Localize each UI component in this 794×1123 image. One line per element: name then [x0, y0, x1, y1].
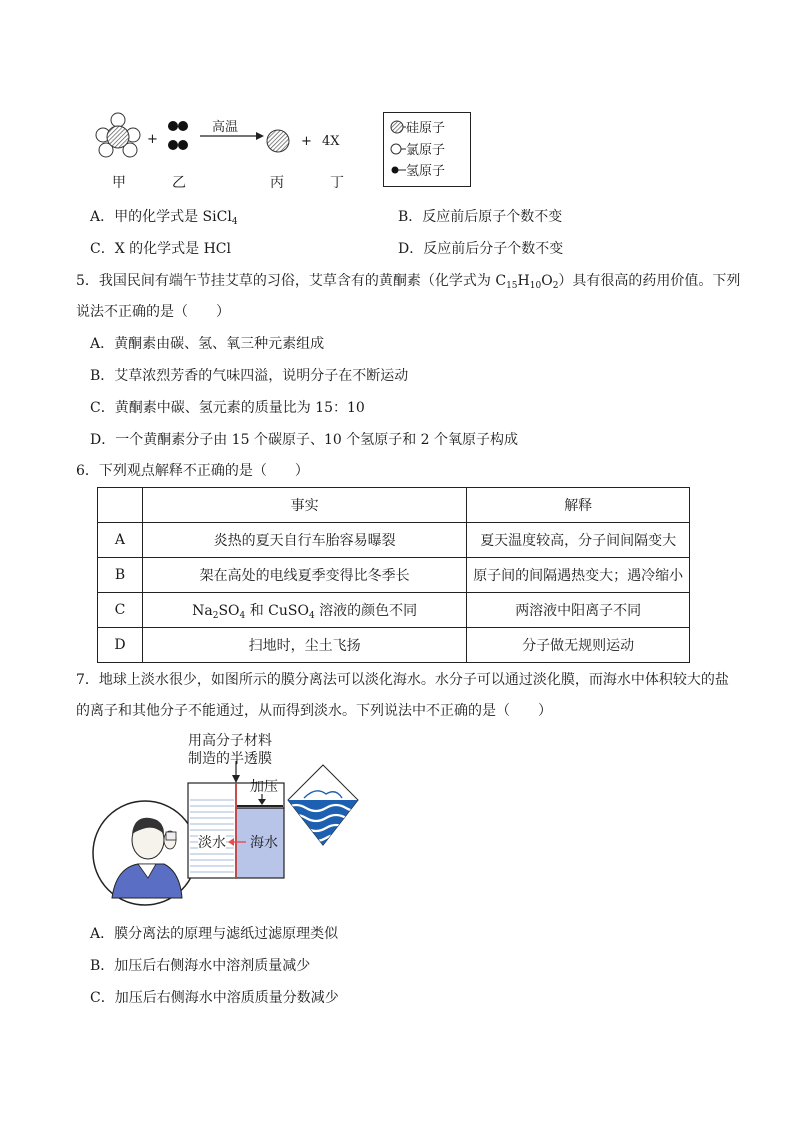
membrane-figure — [90, 728, 365, 913]
table-header-cell — [98, 488, 143, 523]
row-explanation: 原子间的间隔遇热变大；遇冷缩小 — [467, 558, 690, 593]
legend-si-label: 硅原子 — [406, 121, 446, 136]
table-row — [98, 593, 690, 628]
q7-option-c: C．加压后右侧海水中溶质质量分数减少 — [90, 990, 339, 1006]
q5-option-d: D．一个黄酮素分子由 15 个碳原子、10 个氢原子和 2 个氧原子构成 — [90, 432, 519, 448]
q7-stem-line2: 的离子和其他分子不能通过，从而得到淡水。下列说法中不正确的是（ ） — [76, 703, 552, 719]
silicon-atom-icon — [390, 120, 406, 134]
q7-stem-line1: 7．地球上淡水很少，如图所示的膜分离法可以淡化海水。水分子可以通过淡化膜，而海水中体积较大的盐 — [76, 672, 729, 688]
row-explanation: 两溶液中阳离子不同 — [467, 593, 690, 628]
table-header-cell: 解释 — [467, 488, 690, 523]
sea-water-label: 海水 — [250, 835, 278, 851]
fresh-water-label: 淡水 — [198, 832, 226, 852]
q7-option-b: B．加压后右侧海水中溶剂质量减少 — [90, 958, 311, 974]
q5-option-a: A．黄酮素由碳、氢、氧三种元素组成 — [90, 336, 325, 352]
table-header-cell: 事实 — [142, 488, 466, 523]
row-fact: 炎热的夏天自行车胎容易曝裂 — [142, 523, 466, 558]
row-label: A — [98, 523, 143, 558]
row-fact: 架在高处的电线夏季变得比冬季长 — [142, 558, 466, 593]
row-explanation: 夏天温度较高，分子间间隔变大 — [467, 523, 690, 558]
q5-option-c: C．黄酮素中碳、氢元素的质量比为 15：10 — [90, 400, 365, 416]
legend-cl-label: 氯原子 — [406, 143, 446, 158]
row-label: B — [98, 558, 143, 593]
row-label: D — [98, 628, 143, 663]
legend-h-label: 氢原子 — [406, 164, 446, 179]
q6-table — [97, 487, 690, 663]
molecule-yi — [168, 121, 188, 150]
q4-option-b: B．反应前后原子个数不变 — [398, 209, 563, 225]
legend-h — [390, 163, 445, 180]
q4-option-a: A．甲的化学式是 SiCl$_4$ — [90, 209, 238, 227]
chlorine-atom-icon — [390, 142, 406, 156]
molecule-bing — [267, 130, 289, 152]
q6-stem: 6．下列观点解释不正确的是（ ） — [76, 463, 309, 479]
reaction-diagram — [90, 108, 380, 200]
table-row — [98, 558, 690, 593]
q5-option-b: B．艾草浓烈芳香的气味四溢，说明分子在不断运动 — [90, 368, 409, 384]
seawater-diamond — [286, 765, 365, 848]
row-explanation: 分子做无规则运动 — [467, 628, 690, 663]
q4-option-c: C．X 的化学式是 HCl — [90, 241, 231, 257]
plus-sign: + — [301, 134, 312, 149]
product-coefficient: 4X — [322, 134, 340, 149]
label-ding: 丁 — [330, 175, 344, 191]
row-fact: 扫地时，尘土飞扬 — [142, 628, 466, 663]
plus-sign: + — [147, 132, 158, 147]
legend-si — [390, 120, 445, 137]
label-bing: 丙 — [270, 175, 284, 191]
q5-stem-line2: 说法不正确的是（ ） — [76, 304, 230, 320]
table-row — [98, 523, 690, 558]
membrane-arrow-icon — [232, 775, 240, 783]
membrane-label-1: 用高分子材料 — [188, 733, 272, 749]
arrow-condition: 高温 — [212, 120, 239, 135]
q5-stem-line1: 5．我国民间有端午节挂艾草的习俗，艾草含有的黄酮素（化学式为 $C_{15}H_{10}O_2$）具有很高的药用价值。下列 — [76, 273, 741, 291]
molecule-jia — [96, 113, 140, 157]
label-yi: 乙 — [172, 175, 186, 191]
table-row — [98, 628, 690, 663]
legend-cl — [390, 142, 445, 159]
row-label: C — [98, 593, 143, 628]
q4-option-d: D．反应前后分子个数不变 — [398, 241, 564, 257]
pressure-label: 加压 — [250, 779, 278, 795]
table-header-row — [98, 488, 690, 523]
tank-fresh — [188, 783, 236, 878]
atom-legend — [383, 112, 471, 187]
label-jia: 甲 — [112, 175, 126, 191]
hydrogen-atom-icon — [390, 163, 406, 177]
q7-option-a: A．膜分离法的原理与滤纸过滤原理类似 — [90, 926, 339, 942]
membrane-label-2: 制造的半透膜 — [188, 751, 272, 767]
row-fact: $Na_2SO_4$ 和 CuSO$_4$ 溶液的颜色不同 — [142, 593, 466, 628]
cup — [166, 832, 176, 840]
